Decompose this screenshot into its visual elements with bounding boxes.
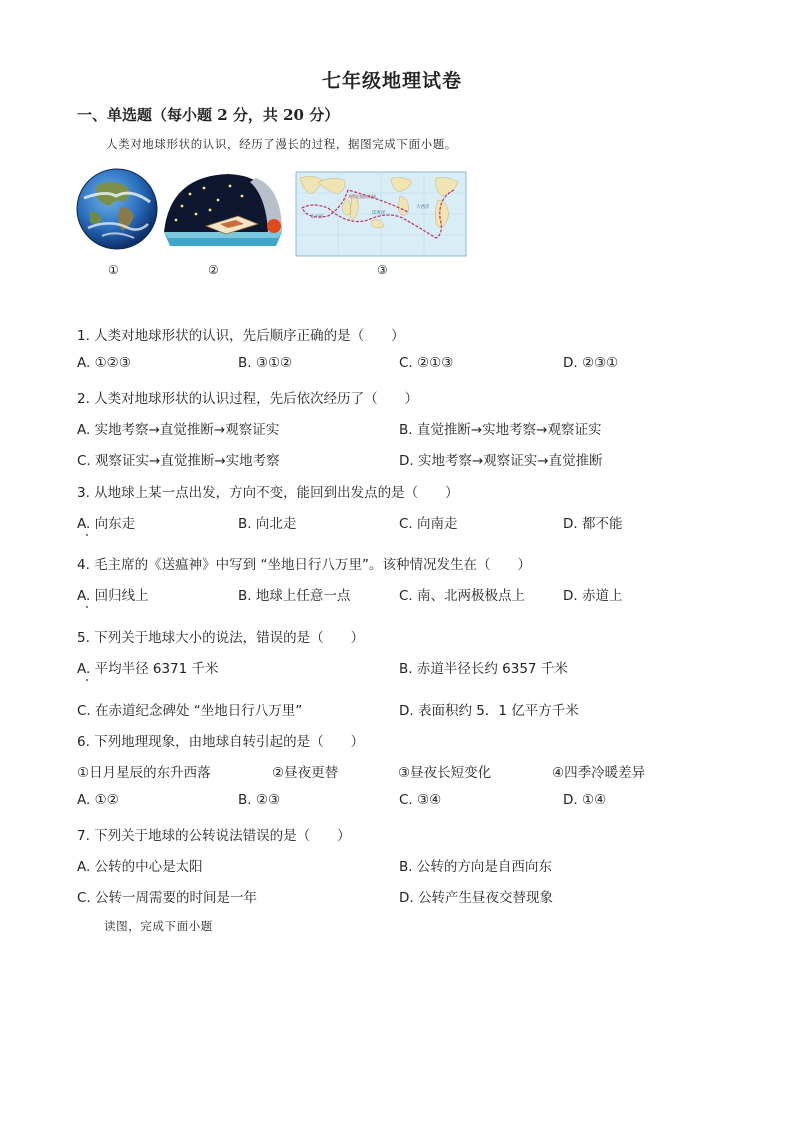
question-2-option-b[interactable]: B. 直觉推断→实地考察→观察证实 bbox=[399, 422, 602, 438]
question-6-item-1: ①日月星辰的东升西落 bbox=[77, 765, 211, 781]
question-5-option-a[interactable]: A. 平均半径 6371 千米 bbox=[77, 661, 219, 677]
question-3-stem: 3. 从地球上某一点出发，方向不变，能回到出发点的是（ ） bbox=[77, 485, 459, 501]
question-2-option-a[interactable]: A. 实地考察→直觉推断→观察证实 bbox=[77, 422, 280, 438]
question-6-item-3: ③昼夜长短变化 bbox=[398, 765, 492, 781]
question-6-option-a[interactable]: A. ①② bbox=[77, 792, 119, 808]
question-3-option-b[interactable]: B. 向北走 bbox=[238, 516, 297, 532]
question-2-stem: 2. 人类对地球形状的认识过程，先后依次经历了（ ） bbox=[77, 391, 419, 407]
map-route-label: 麦哲伦船队航线 bbox=[348, 194, 376, 199]
question-5-option-b[interactable]: B. 赤道半径长约 6357 千米 bbox=[399, 661, 568, 677]
question-4-stem: 4. 毛主席的《送瘟神》中写到 “坐地日行八万里”。该种情况发生在（ ） bbox=[77, 557, 531, 573]
earth-globe-image bbox=[76, 168, 158, 250]
question-1-option-c[interactable]: C. ②①③ bbox=[399, 355, 454, 371]
question-2-option-c[interactable]: C. 观察证实→直觉推断→实地考察 bbox=[77, 453, 280, 469]
question-1-option-b[interactable]: B. ③①② bbox=[238, 355, 293, 371]
figure-label-3: ③ bbox=[377, 263, 388, 277]
question-7-option-d[interactable]: D. 公转产生昼夜交替现象 bbox=[399, 890, 553, 906]
question-7-option-a[interactable]: A. 公转的中心是太阳 bbox=[77, 859, 203, 875]
stray-mark bbox=[86, 606, 88, 608]
question-7-stem: 7. 下列关于地球的公转说法错误的是（ ） bbox=[77, 828, 351, 844]
question-6-item-2: ②昼夜更替 bbox=[272, 765, 339, 781]
question-4-option-a[interactable]: A. 回归线上 bbox=[77, 588, 149, 604]
map-label-atlantic: 大西洋 bbox=[416, 205, 430, 210]
question-7-option-b[interactable]: B. 公转的方向是自西向东 bbox=[399, 859, 552, 875]
intro-text: 人类对地球形状的认识，经历了漫长的过程，据图完成下面小题。 bbox=[106, 137, 457, 151]
question-1-option-a[interactable]: A. ①②③ bbox=[77, 355, 131, 371]
question-1-option-d[interactable]: D. ②③① bbox=[563, 355, 619, 371]
question-5-stem: 5. 下列关于地球大小的说法，错误的是（ ） bbox=[77, 630, 365, 646]
world-map-route-image bbox=[288, 168, 472, 260]
section-header: 一、单选题（每小题 2 分，共 20 分） bbox=[77, 106, 340, 124]
question-5-option-c[interactable]: C. 在赤道纪念碑处 “坐地日行八万里” bbox=[77, 703, 303, 719]
stray-mark bbox=[86, 679, 88, 681]
figure-label-1: ① bbox=[108, 263, 119, 277]
stray-mark bbox=[86, 534, 88, 536]
question-3-option-c[interactable]: C. 向南走 bbox=[399, 516, 458, 532]
question-6-option-c[interactable]: C. ③④ bbox=[399, 792, 442, 808]
intro-text-2: 读图，完成下面小题 bbox=[104, 919, 213, 933]
question-1-stem: 1. 人类对地球形状的认识，先后顺序正确的是（ ） bbox=[77, 328, 405, 344]
figure-label-2: ② bbox=[208, 263, 219, 277]
dome-sky-image bbox=[160, 170, 286, 250]
question-6-stem: 6. 下列地理现象，由地球自转引起的是（ ） bbox=[77, 734, 365, 750]
map-label-indian: 印度洋 bbox=[372, 211, 386, 216]
question-4-option-c[interactable]: C. 南、北两极极点上 bbox=[399, 588, 526, 604]
question-5-option-d[interactable]: D. 表面积约 5．1 亿平方千米 bbox=[399, 703, 579, 719]
map-label-pacific: 太平洋 bbox=[310, 215, 324, 220]
question-7-option-c[interactable]: C. 公转一周需要的时间是一年 bbox=[77, 890, 258, 906]
question-4-option-d[interactable]: D. 赤道上 bbox=[563, 588, 623, 604]
question-6-item-4: ④四季冷暖差异 bbox=[552, 765, 646, 781]
question-6-option-b[interactable]: B. ②③ bbox=[238, 792, 281, 808]
question-3-option-d[interactable]: D. 都不能 bbox=[563, 516, 623, 532]
page-title: 七年级地理试卷 bbox=[322, 70, 463, 92]
question-4-option-b[interactable]: B. 地球上任意一点 bbox=[238, 588, 351, 604]
question-6-option-d[interactable]: D. ①④ bbox=[563, 792, 607, 808]
question-3-option-a[interactable]: A. 向东走 bbox=[77, 516, 136, 532]
question-2-option-d[interactable]: D. 实地考察→观察证实→直觉推断 bbox=[399, 453, 603, 469]
